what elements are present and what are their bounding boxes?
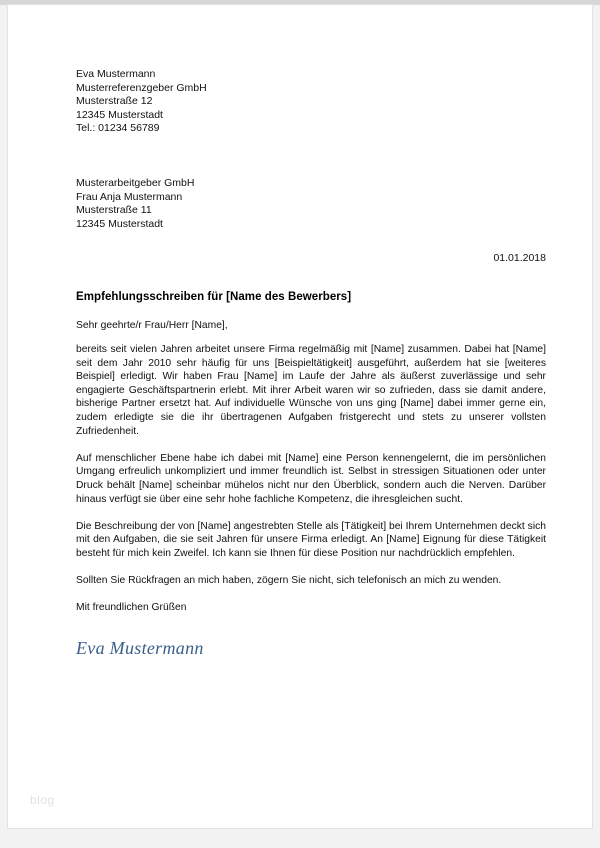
sender-line: Musterstraße 12 xyxy=(76,95,153,108)
body-paragraph: Auf menschlicher Ebene habe ich dabei mit [Name] eine Person kennengelernt, die im persönlichen Umgang erfreulich unkompliziert und immer freundlich ist. Selbst in stressigen Situationen oder unter Druck behält [Name] scheinbar mühelos nicht nur den Überblick, sondern auch die Nerven. Darüber hinaus verfügt sie über eine sehr hohe fachliche Kompetenz, die ihresgleichen sucht. xyxy=(76,452,546,505)
letter-page xyxy=(8,5,592,828)
letter-body xyxy=(76,343,546,628)
recipient-line: Frau Anja Mustermann xyxy=(76,190,183,203)
recipient-address-block xyxy=(76,177,194,231)
letter-date: 01.01.2018 xyxy=(493,252,546,264)
page-watermark: blog xyxy=(30,793,55,807)
sender-line: Eva Mustermann xyxy=(76,68,156,80)
sender-address-block xyxy=(76,68,207,136)
recipient-line: Musterstraße 11 xyxy=(76,204,152,217)
letter-closing: Mit freundlichen Grüßen xyxy=(76,602,187,614)
signature: Eva Mustermann xyxy=(76,638,204,658)
recipient-line: 12345 Musterstadt xyxy=(76,217,163,230)
recipient-line: Musterarbeitgeber GmbH xyxy=(76,177,195,189)
sender-line: Musterreferenzgeber GmbH xyxy=(76,81,207,94)
body-paragraph: Sollten Sie Rückfragen an mich haben, zögern Sie nicht, sich telefonisch an mich zu wenden. xyxy=(76,575,502,587)
body-paragraph: Die Beschreibung der von [Name] angestrebten Stelle als [Tätigkeit] bei Ihrem Unternehmen deckt sich mit den Aufgaben, die sie seit Jahren für unsere Firma erledigt. An [Name] Eignung für diese Tätigkeit besteht für mich kein Zweifel. Ich kann sie Ihnen für diese Position nur nachdrücklich empfehlen. xyxy=(76,520,546,559)
sender-line: 12345 Musterstadt xyxy=(76,108,163,121)
sender-line: Tel.: 01234 56789 xyxy=(76,122,160,135)
body-paragraph: bereits seit vielen Jahren arbeitet unsere Firma regelmäßig mit [Name] zusammen. Dabei hat [Name] seit dem Jahr 2010 sehr häufig für uns [Beispieltätigkeit] ausgeführt, außerdem hat sie [weiteres Beispiel] erledigt. Wir haben Frau [Name] im Laufe der Jahre als äußerst zuverlässige und sehr engagierte Geschäftspartnerin erlebt. Mit ihrer Arbeit waren wir so zufrieden, dass sie damit andere, bisherige Partner ersetzt hat. Auf individuelle Wünsche von uns ging [Name] dabei immer gerne ein, zudem erledigte sie die ihr übertragenen Aufgaben fristgerecht und stets zu unserer vollsten Zufriedenheit. xyxy=(76,344,546,437)
letter-salutation: Sehr geehrte/r Frau/Herr [Name], xyxy=(76,320,228,331)
letter-content xyxy=(68,5,546,828)
letter-subject: Empfehlungsschreiben für [Name des Bewerbers] xyxy=(76,291,352,303)
